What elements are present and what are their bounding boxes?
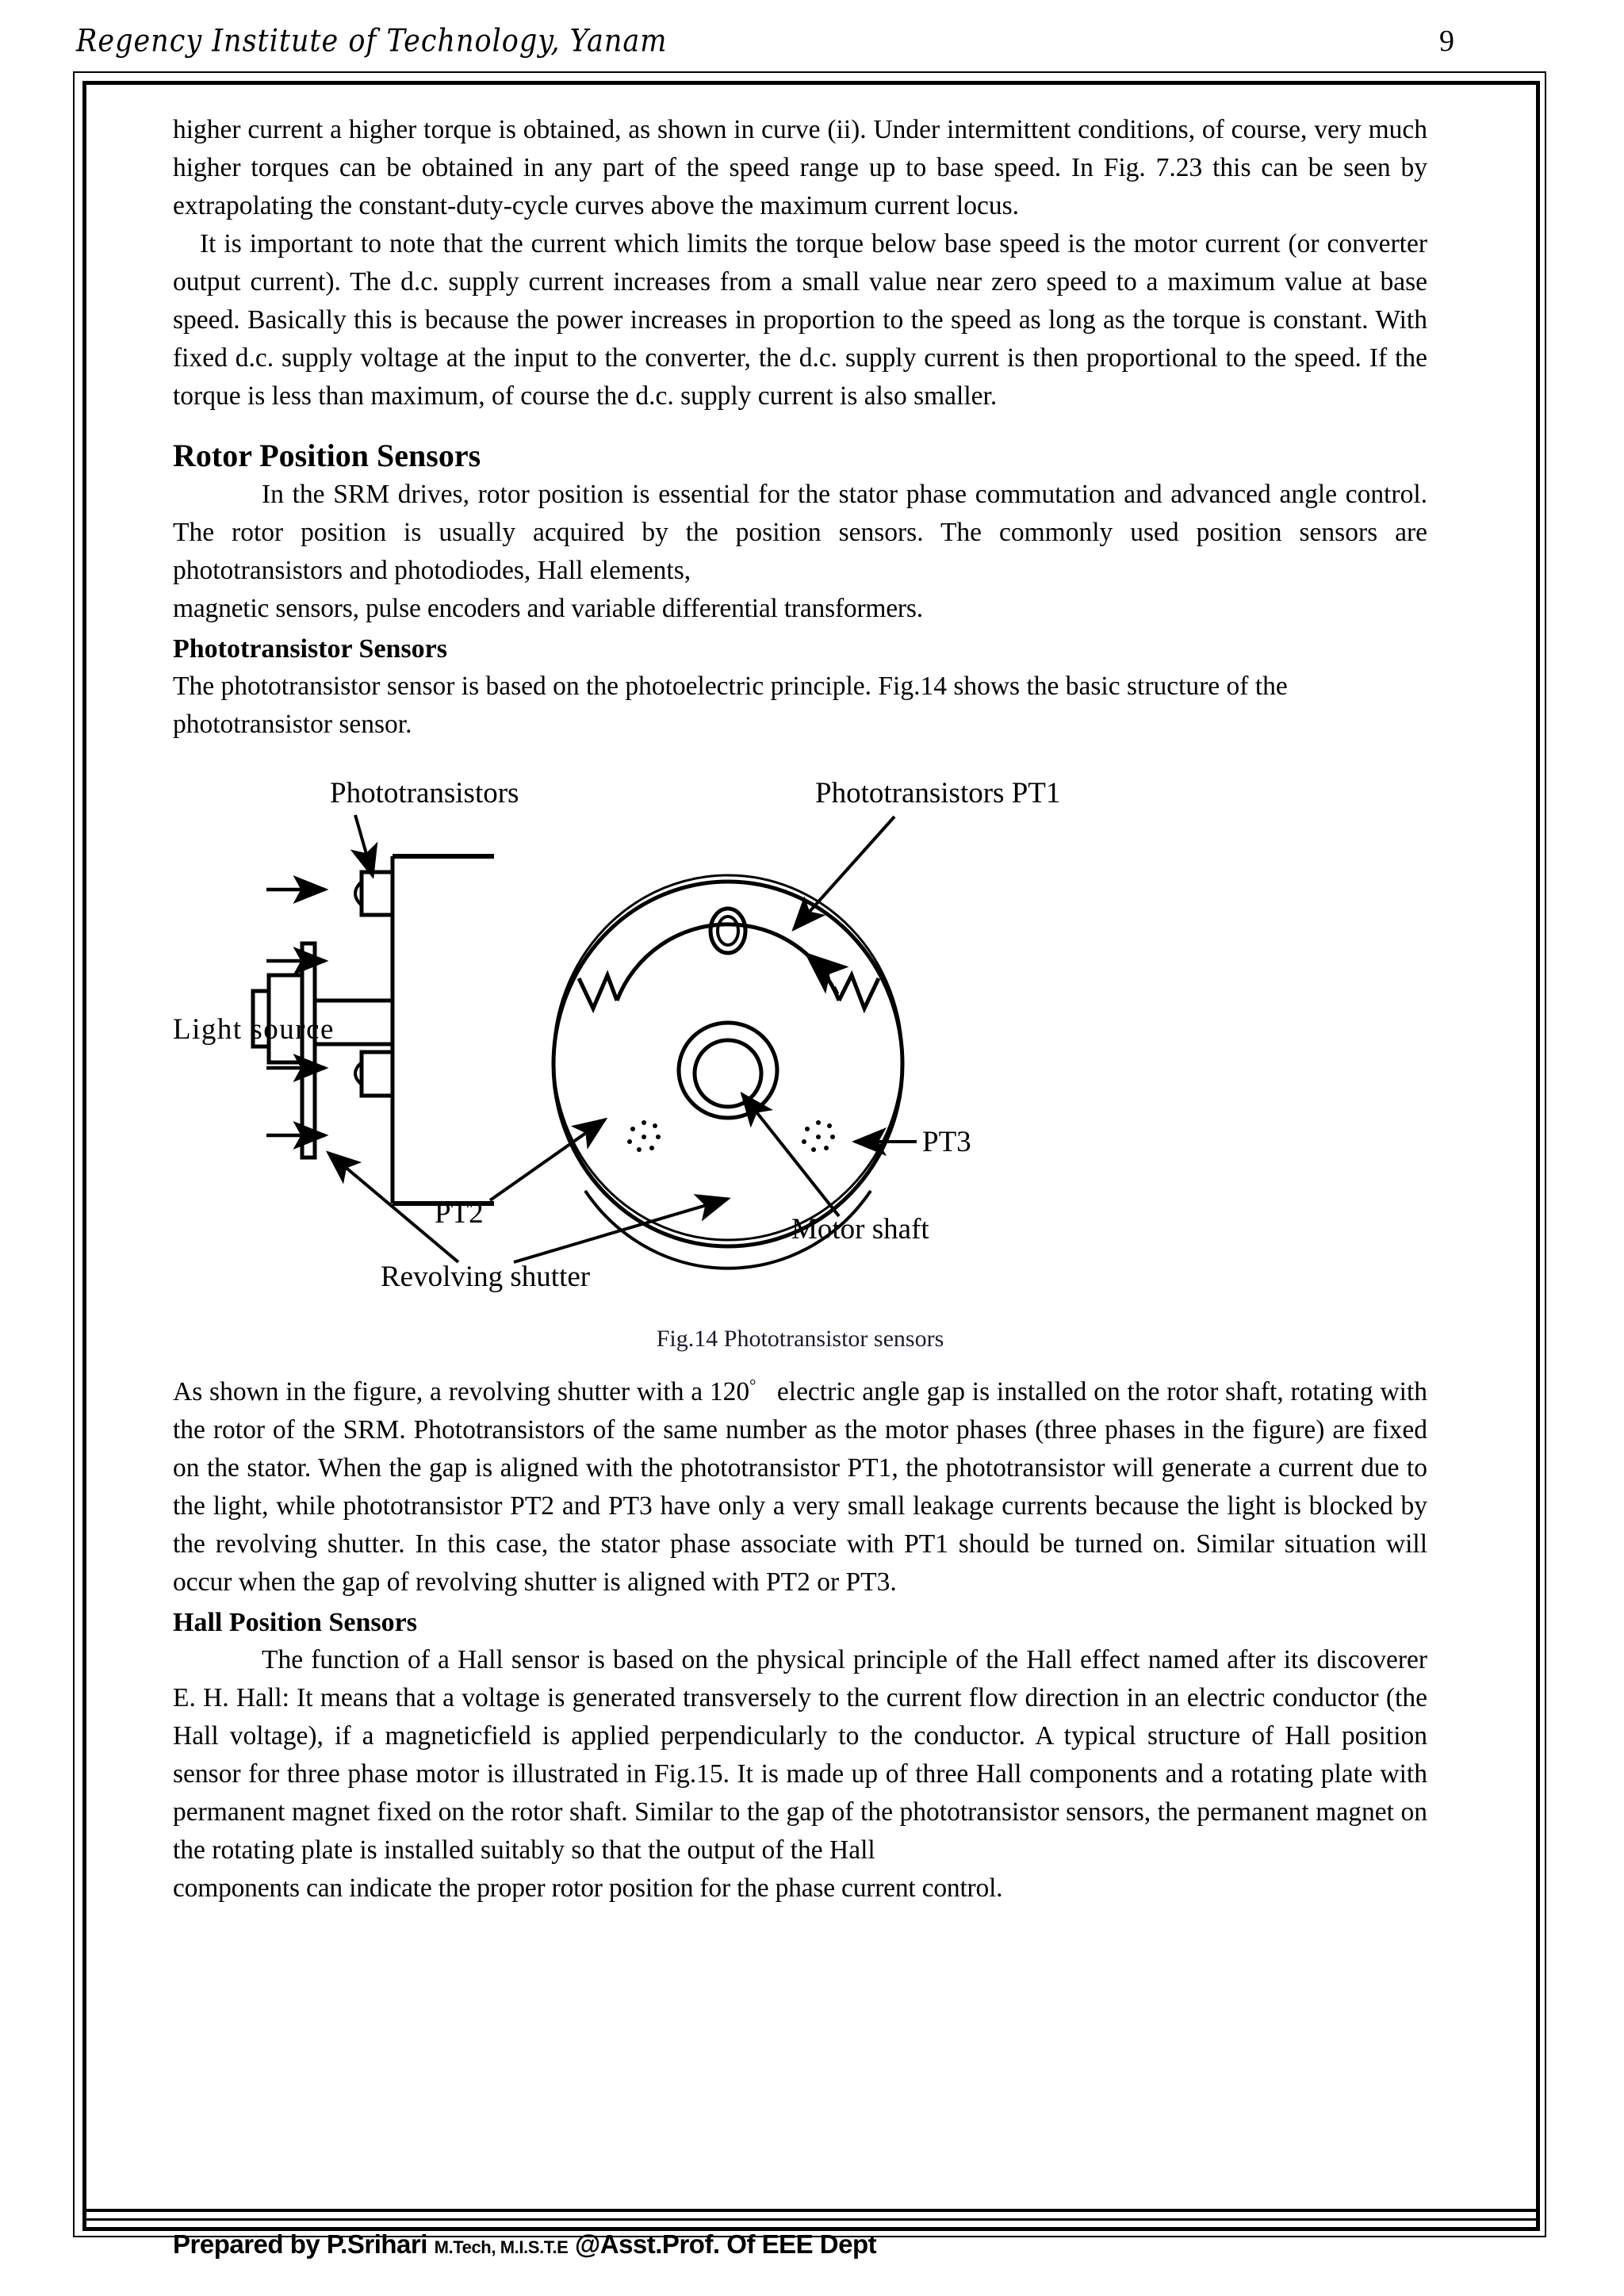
paragraph-phototransistor-photoelectric: The phototransistor sensor is based on the photoelectric principle. Fig.14 shows the basic structure of the phototransistor sensor. [173, 672, 1288, 739]
figure-14-phototransistor-sensors [173, 771, 1427, 1373]
paragraph-5-part-a: As shown in the figure, a revolving shutter with a 120 [173, 1377, 750, 1406]
heading-phototransistor-sensors: Phototransistor Sensors [173, 634, 447, 664]
paragraph-intermittent-conditions: higher current a higher torque is obtained, as shown in curve (ii). Under intermittent conditions, of course, very much higher torques can be obtained in any part of the speed range up to base speed. In Fig. 7.23 this can be seen by extrapolating the constant-duty-cycle curves above the maximum current locus. [173, 115, 1427, 220]
label-phototransistors: Phototransistors [330, 777, 519, 809]
rotation-direction-arrow [807, 955, 837, 994]
label-pt2: PT2 [435, 1197, 484, 1230]
paragraph-hall-components-tail: components can indicate the proper rotor position for the phase current control. [173, 1873, 1003, 1903]
institution-name: Regency Institute of Technology, Yanam [76, 24, 668, 59]
document-content [173, 111, 1427, 1908]
pt3-dotted-spot [802, 1120, 835, 1152]
footer-rule-bottom [82, 2218, 1540, 2221]
label-phototransistors-pt1: Phototransistors PT1 [815, 777, 1061, 809]
figure-caption: Fig.14 Phototransistor sensors [656, 1326, 944, 1352]
paragraph-current-limits-torque: It is important to note that the current which limits the torque below base speed is the motor current (or converter output current). The d.c. supply current increases from a small value near zero speed to a maximum value at base speed. Basically this is because the power increases in proportion to the speed as long as the torque is constant. With fixed d.c. supply voltage at the input to the converter, the d.c. supply current is then proportional to the speed. If the torque is less than maximum, of course the d.c. supply current is also smaller. [173, 229, 1427, 411]
footer-rule-top [82, 2209, 1540, 2212]
pt2-dotted-spot [627, 1120, 661, 1152]
figure-14-drawing [173, 771, 1427, 1326]
heading-hall-position-sensors: Hall Position Sensors [173, 1608, 417, 1637]
paragraph-srm-drives-rotor-position: In the SRM drives, rotor position is essential for the stator phase commutation and advanced angle control. The rotor position is usually acquired by the position sensors. The commonly used position sensors are phototransistors and photodiodes, Hall elements, [173, 480, 1427, 585]
footer-qualifications: M.Tech, M.I.S.T.E [434, 2237, 569, 2257]
paragraph-5-part-b: electric angle gap is installed on the rotor shaft, rotating with the rotor of the SRM. Phototransistors of the same number as the motor phases (three phases in the figure) are fixed on the stator. When the gap is aligned with the phototransistor PT1, the phototransistor will generate a current due to the light, while phototransistor PT2 and PT3 have only a very small leakage currents because the light is blocked by the revolving shutter. In this case, the stator phase associate with PT1 should be turned on. Similar situation will occur when the gap of revolving shutter is aligned with PT2 or PT3. [173, 1377, 1428, 1597]
label-light-source: Light source [173, 1013, 335, 1046]
heading-rotor-position-sensors: Rotor Position Sensors [173, 438, 481, 473]
label-pt3: PT3 [922, 1126, 971, 1158]
paragraph-hall-effect-description: The function of a Hall sensor is based on the physical principle of the Hall effect named after its discoverer E. H. Hall: It means that a voltage is generated transversely to the current flow direction in an electric conductor (the Hall voltage), if a magneticfield is applied perpendicularly to the conductor. A typical structure of Hall position sensor for three phase motor is illustrated in Fig.15. It is made up of three Hall components and a rotating plate with permanent magnet fixed on the rotor shaft. Similar to the gap of the phototransistor sensors, the permanent magnet on the rotating plate is installed suitably so that the output of the Hall [173, 1645, 1427, 1865]
motor-shaft-hub-inner [695, 1040, 761, 1107]
footer-prepared-by: Prepared by P.Srihari [173, 2229, 435, 2259]
paragraph-revolving-shutter-description [173, 1373, 1427, 1601]
leader-lines [328, 815, 917, 1262]
page-footer [173, 2229, 1442, 2260]
revolving-shutter-disc [553, 875, 902, 1269]
degree-symbol: ° [749, 1376, 756, 1395]
paragraph-magnetic-sensors-tail: magnetic sensors, pulse encoders and variable differential transformers. [173, 594, 923, 623]
label-motor-shaft: Motor shaft [791, 1213, 929, 1246]
label-revolving-shutter: Revolving shutter [381, 1261, 591, 1293]
page-number: 9 [1439, 25, 1454, 58]
page-header [0, 17, 1624, 65]
footer-designation: @Asst.Prof. Of EEE Dept [568, 2229, 877, 2259]
